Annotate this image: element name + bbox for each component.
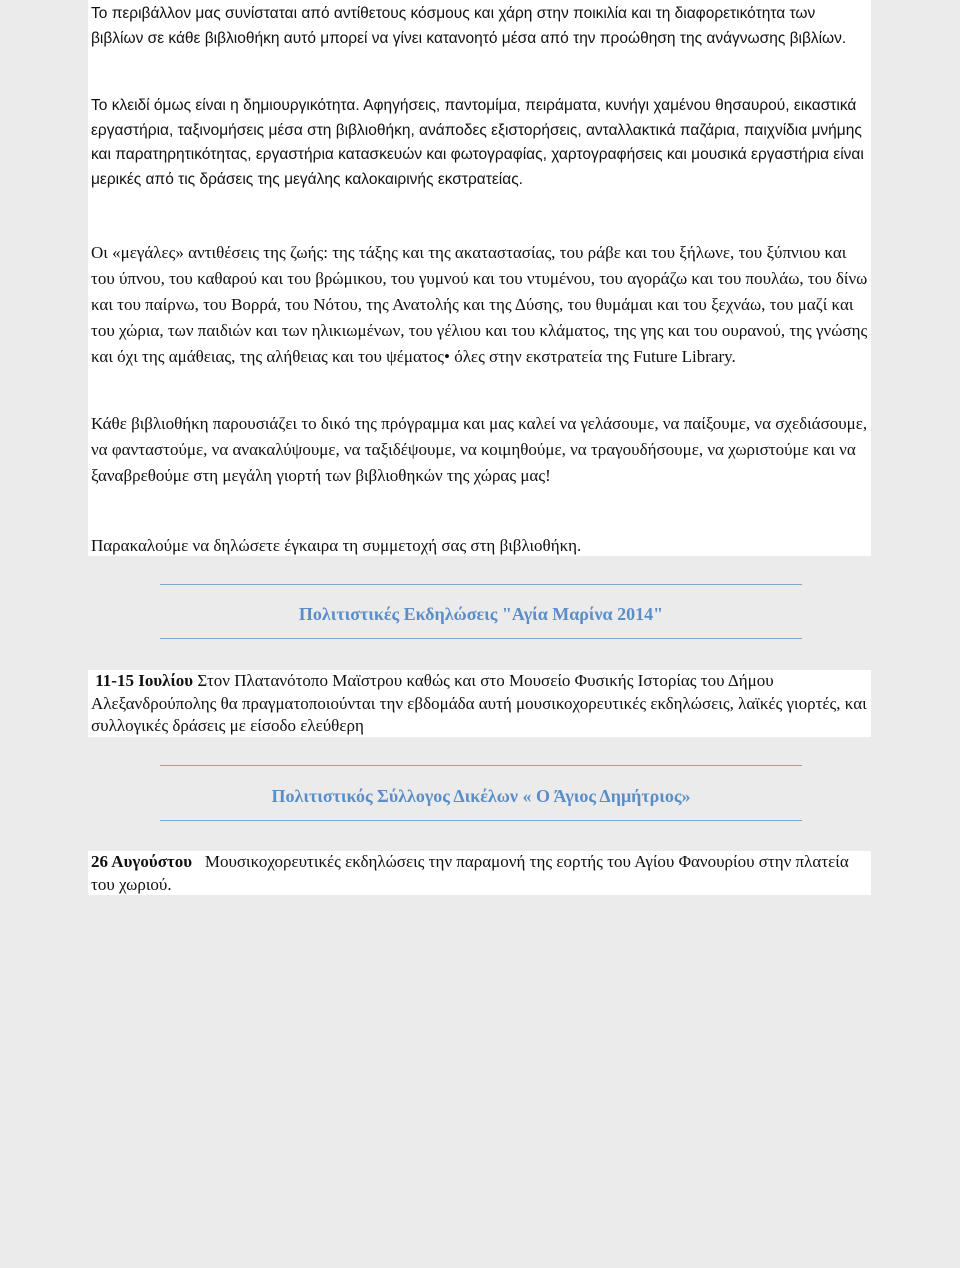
section1-description: Στον Πλατανότοπο Μαϊστρου καθώς και στο Μουσείο Φυσικής Ιστορίας του Δήμου Αλεξανδρούπολης θα πραγματοποιούνται την εβδομάδα αυτή μουσικοχορευτικές εκδηλώσεις, λαϊκές γιορτές, και συλλογικές δράσεις με είσοδο ελεύθερη: [91, 671, 867, 735]
section2-date: 26 Αυγούστου: [91, 852, 193, 871]
section1-date: 11-15 Ιουλίου: [95, 671, 194, 690]
intro-paragraph-3: Οι «μεγάλες» αντιθέσεις της ζωής: της τάξης και της ακαταστασίας, του ράβε και του ξήλωνε, του ξύπνιου και του ύπνου, του καθαρού και του βρώμικου, του γυμνού και του ντυμένου, του αγοράζω και του πουλάω, του δίνω και του παίρνω, του Βορρά, του Νότου, της Ανατολής και της Δύσης, του θυμάμαι και του ξεχνάω, του μαζί και του χώρια, των παιδιών και των ηλικιωμένων, του γέλιου και του κλάματος, της γης και του ουρανού, της γνώσης και όχι της αμάθειας, της αλήθειας και του ψέματος• όλες στην εκστρατεία της Future Library.: [91, 243, 868, 366]
intro-paragraph-1: Το περιβάλλον μας συνίσταται από αντίθετους κόσμους και χάρη στην ποικιλία και τη διαφορετικότητα των βιβλίων σε κάθε βιβλιοθήκη αυτό μπορεί να γίνει κατανοητό μέσα από την προώθηση της ανάγνωσης βιβλίων.: [91, 5, 847, 47]
section2-event-text: [88, 851, 871, 896]
section2-heading: Πολιτιστικός Σύλλογος Δικέλων « Ο Άγιος Δημήτριος»: [271, 786, 691, 806]
section2-top-rule: [160, 765, 802, 766]
section2-description: Μουσικοχορευτικές εκδηλώσεις την παραμονή της εορτής του Αγίου Φανουρίου στην πλατεία του χωριού.: [91, 852, 853, 894]
section2-bottom-rule: [160, 820, 802, 821]
section1-event: [88, 670, 871, 737]
intro-section: [88, 0, 871, 556]
section2-event: [88, 851, 871, 895]
section1-heading: Πολιτιστικές Εκδηλώσεις "Αγία Μαρίνα 2014": [298, 604, 664, 624]
section1-bottom-rule: [160, 638, 802, 639]
intro-paragraph-4: Κάθε βιβλιοθήκη παρουσιάζει το δικό της πρόγραμμα και μας καλεί να γελάσουμε, να παίξουμε, να σχεδιάσουμε, να φανταστούμε, να ανακαλύψουμε, να ταξιδέψουμε, να κοιμηθούμε, να τραγουδήσουμε, να χωριστούμε και να ξαναβρεθούμε στη μεγάλη γιορτή των βιβλιοθηκών της χώρας μας!: [91, 414, 868, 485]
intro-paragraph-5: Παρακαλούμε να δηλώσετε έγκαιρα τη συμμετοχή σας στη βιβλιοθήκη.: [91, 536, 582, 555]
section1-top-rule: [160, 584, 802, 585]
section1-event-text: [88, 670, 871, 738]
intro-paragraph-2: Το κλειδί όμως είναι η δημιουργικότητα. Αφηγήσεις, παντομίμα, πειράματα, κυνήγι χαμένου θησαυρού, εικαστικά εργαστήρια, ταξινομήσεις μέσα στη βιβλιοθήκη, ανάποδες εξιστορήσεις, ανταλλακτικά παζάρια, παιχνίδια μνήμης και παρατηρητικότητας, εργαστήρια κατασκευών και φωτογραφίας, χαρτογραφήσεις και μουσικά εργαστήρια είναι μερικές από τις δράσεις της μεγάλης καλοκαιρινής εκστρατείας.: [91, 97, 864, 188]
